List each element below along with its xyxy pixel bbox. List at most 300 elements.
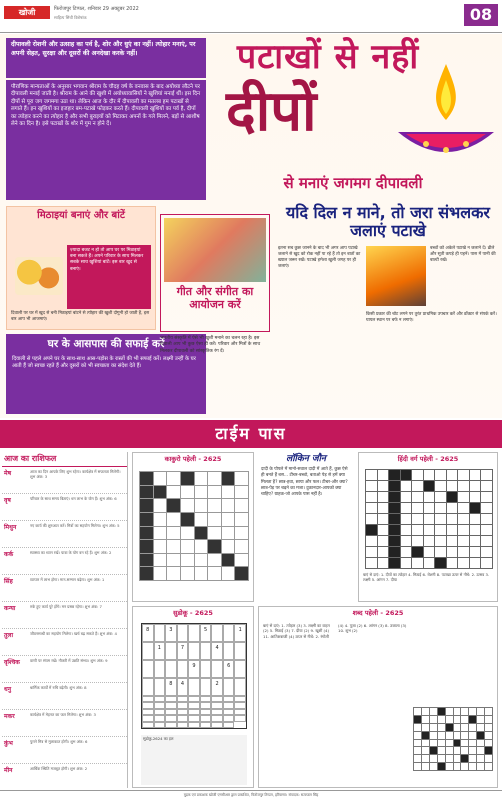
- grid-cell: [378, 503, 389, 513]
- grid-cell: [378, 514, 389, 524]
- grid-cell: [167, 513, 180, 526]
- grid-cell: [222, 540, 235, 553]
- grid-cell: [401, 558, 412, 568]
- sudoku-title: सुडोकू - 2625: [173, 609, 213, 617]
- horoscope-item: [2, 710, 127, 737]
- grid-cell: [222, 499, 235, 512]
- grid-cell: [424, 525, 435, 535]
- sudoku-solution: सुडोकू-2624 का हल: [141, 735, 247, 785]
- jokes-column: [258, 452, 354, 602]
- grid-cell: [195, 486, 208, 499]
- grid-cell: [181, 540, 194, 553]
- grid-cell: [447, 558, 458, 568]
- grid-cell: [435, 558, 446, 568]
- grid-cell: [154, 540, 167, 553]
- imprint-footer: मुद्रक एवं प्रकाशक खोजी एनसीआर द्वारा प्रकाशित, फिरोजपुर टिप्पल, हरियाणा। संपादक: सत्यपाल सिंह: [0, 790, 502, 800]
- grid-cell: [401, 492, 412, 502]
- grid-cell: [424, 492, 435, 502]
- grid-cell: [454, 747, 461, 754]
- grid-cell: [454, 740, 461, 747]
- grid-cell: [222, 527, 235, 540]
- grid-cell: [485, 716, 492, 723]
- grid-cell: [435, 481, 446, 491]
- grid-cell: [167, 486, 180, 499]
- sudoku-cell: [177, 660, 189, 678]
- sudoku-cell: 8: [165, 678, 177, 696]
- grid-cell: [461, 724, 468, 731]
- sudoku-cell: [188, 678, 200, 696]
- dateline: फिरोजपुर टिप्पल, शनिवार 29 अक्टूबर 2022: [54, 6, 139, 12]
- grid-cell: [235, 554, 248, 567]
- grid-cell: [235, 540, 248, 553]
- grid-cell: [422, 732, 429, 739]
- grid-cell: [470, 547, 481, 557]
- grid-cell: [366, 481, 377, 491]
- sudoku-cell: 1: [154, 642, 166, 660]
- grid-cell: [401, 536, 412, 546]
- grid-cell: [485, 763, 492, 770]
- grid-cell: [154, 527, 167, 540]
- grid-cell: [195, 499, 208, 512]
- grid-cell: [485, 755, 492, 762]
- grid-cell: [430, 716, 437, 723]
- grid-cell: [447, 547, 458, 557]
- horoscope-list: [2, 467, 127, 791]
- grid-cell: [389, 536, 400, 546]
- sudoku-cell: [234, 660, 246, 678]
- grid-cell: [446, 740, 453, 747]
- grid-cell: [454, 716, 461, 723]
- crossword-grid: [365, 469, 493, 569]
- grid-cell: [458, 536, 469, 546]
- grid-cell: [366, 536, 377, 546]
- grid-cell: [167, 554, 180, 567]
- grid-cell: [412, 514, 423, 524]
- grid-cell: [438, 732, 445, 739]
- grid-cell: [435, 492, 446, 502]
- grid-cell: [438, 763, 445, 770]
- horoscope-item: [2, 656, 127, 683]
- grid-cell: [485, 740, 492, 747]
- horoscope-sign: मिथुन: [4, 524, 17, 531]
- horoscope-item: [2, 764, 127, 791]
- grid-cell: [208, 499, 221, 512]
- grid-cell: [469, 708, 476, 715]
- sudoku-grid: [141, 623, 247, 729]
- grid-cell: [438, 755, 445, 762]
- grid-cell: [461, 747, 468, 754]
- section-banner: टाईम पास: [0, 420, 502, 448]
- horoscope-sign: मेष: [4, 470, 12, 477]
- mithai-title: मिठाइयां बनाएं और बांटें: [37, 210, 125, 221]
- sudoku-cell: [142, 642, 154, 660]
- horoscope-text: आर्थिक स्थिति मजबूत होगी। शुभ अंक: 2: [30, 766, 88, 771]
- word-puzzle-clues: बाएं से दाएं: 1. त्योहार (3) 3. लक्ष्मी का वाहन (2) 5. मिठाई (3) 7. दीया (2) 9. खुशी (4) 11. आतिशबाजी (4) ऊपर से नीचे: 2. रंगोली (4) 4. पूजा (2) 6. आंगन (3) 8. उजाला (3) 10. शुभ (2): [263, 623, 407, 639]
- jokes-text: दादी के पोपले में मानो-सवाल दादी में आते हैं, कुछ ऐसे ही बनते हैं बस... टीचर-बच्चो, बताओ पेड़ से हमें क्या मिलता है? छात्र-हवा, छाया और फल। टीचर-और क्या? छात्र-पेड़ पर चढ़ने का मजा। दुकानदार-आपको क्या चाहिए? ग्राहक-जो आपके पास नहीं है।: [261, 467, 348, 497]
- grid-cell: [208, 554, 221, 567]
- grid-cell: [438, 724, 445, 731]
- sudoku-cell: 9: [188, 660, 200, 678]
- grid-cell: [458, 514, 469, 524]
- grid-cell: [454, 763, 461, 770]
- grid-cell: [469, 755, 476, 762]
- cleaning-title: घर के आसपास की सफाई करें: [47, 338, 165, 350]
- grid-cell: [412, 492, 423, 502]
- grid-cell: [424, 536, 435, 546]
- horoscope-title: आज का राशिफल: [2, 452, 127, 467]
- grid-cell: [208, 472, 221, 485]
- sudoku-cell: [188, 722, 200, 728]
- grid-cell: [167, 499, 180, 512]
- grid-cell: [378, 525, 389, 535]
- grid-cell: [412, 525, 423, 535]
- grid-cell: [414, 747, 421, 754]
- sudoku-cell: [154, 624, 166, 642]
- grid-cell: [235, 472, 248, 485]
- sudoku-cell: [223, 624, 235, 642]
- grid-cell: [430, 747, 437, 754]
- grid-cell: [140, 567, 153, 580]
- sudoku-cell: [142, 678, 154, 696]
- cleaning-text: दिवाली से पहले अपने घर के साथ-साथ आस-पड़ोस के रास्तों की भी सफाई करें। लक्ष्मी उन्हीं के घर आती हैं जो स्वच्छ रहते हैं और दूसरों को भी स्वच्छता का संदेश देते हैं।: [12, 356, 196, 370]
- grid-cell: [470, 481, 481, 491]
- grid-cell: [401, 547, 412, 557]
- grid-cell: [481, 558, 492, 568]
- grid-cell: [477, 724, 484, 731]
- grid-cell: [481, 547, 492, 557]
- grid-cell: [446, 732, 453, 739]
- horoscope-item: [2, 548, 127, 575]
- horoscope-text: कार्यक्षेत्र में मेहनत का फल मिलेगा। शुभ अंक: 3: [30, 712, 96, 717]
- grid-cell: [470, 558, 481, 568]
- grid-cell: [477, 763, 484, 770]
- sudoku-cell: [234, 678, 246, 696]
- grid-cell: [461, 755, 468, 762]
- jokes-title: लॉकिन जौन: [286, 454, 326, 464]
- grid-cell: [378, 547, 389, 557]
- grid-cell: [414, 763, 421, 770]
- sudoku-cell: 3: [165, 624, 177, 642]
- mithai-text: ज़्यादा बजट न हो तो आप घर पर मिठाइयां बना सकते हैं। अपने परिवार के साथ मिलकर सबके साथ खुशियां बांटें। इस बार खुद से बनाएं।: [67, 245, 151, 309]
- grid-cell: [430, 708, 437, 715]
- grid-cell: [422, 740, 429, 747]
- grid-cell: [469, 732, 476, 739]
- sudoku-cell: [154, 660, 166, 678]
- grid-cell: [181, 486, 194, 499]
- horoscope-sign: कुंभ: [4, 740, 13, 747]
- grid-cell: [366, 514, 377, 524]
- grid-cell: [435, 547, 446, 557]
- grid-cell: [430, 763, 437, 770]
- grid-cell: [208, 513, 221, 526]
- horoscope-sign: धनु: [4, 686, 12, 693]
- grid-cell: [461, 716, 468, 723]
- grid-cell: [430, 755, 437, 762]
- grid-cell: [401, 503, 412, 513]
- grid-cell: [477, 732, 484, 739]
- sudoku-cell: 4: [211, 642, 223, 660]
- horoscope-sign: मीन: [4, 767, 13, 774]
- kakuro-puzzle: [132, 452, 254, 602]
- grid-cell: [470, 536, 481, 546]
- grid-cell: [446, 755, 453, 762]
- grid-cell: [458, 547, 469, 557]
- grid-cell: [401, 470, 412, 480]
- grid-cell: [461, 708, 468, 715]
- horoscope-column: [2, 452, 128, 788]
- sudoku-cell: 5: [200, 624, 212, 642]
- grid-cell: [446, 763, 453, 770]
- horoscope-text: नए कार्य की शुरुआत करें। मित्रों का सहयोग मिलेगा। शुभ अंक: 5: [30, 523, 120, 528]
- grid-cell: [154, 486, 167, 499]
- grid-cell: [154, 499, 167, 512]
- grid-cell: [167, 527, 180, 540]
- grid-cell: [422, 763, 429, 770]
- sudoku-cell: 2: [211, 678, 223, 696]
- grid-cell: [389, 547, 400, 557]
- grid-cell: [140, 486, 153, 499]
- grid-cell: [235, 499, 248, 512]
- safety-column-2: बच्चों को अकेले पटाखे न जलाने दें। ढीले और सूती कपड़े ही पहनें। पास में पानी की बाल्टी रखें।: [430, 246, 496, 264]
- grid-cell: [366, 492, 377, 502]
- horoscope-text: आज का दिन आपके लिए शुभ रहेगा। कार्यक्षेत्र में सफलता मिलेगी। शुभ अंक: 3: [30, 469, 121, 480]
- grid-cell: [470, 503, 481, 513]
- crossword-puzzle: [358, 452, 498, 602]
- grid-cell: [422, 724, 429, 731]
- grid-cell: [447, 503, 458, 513]
- grid-cell: [481, 492, 492, 502]
- grid-cell: [208, 567, 221, 580]
- masthead: [0, 0, 502, 33]
- grid-cell: [389, 503, 400, 513]
- grid-cell: [424, 514, 435, 524]
- grid-cell: [422, 708, 429, 715]
- crossword-title: हिंदी वर्ग पहेली - 2625: [397, 455, 459, 463]
- grid-cell: [366, 470, 377, 480]
- grid-cell: [389, 481, 400, 491]
- grid-cell: [454, 732, 461, 739]
- grid-cell: [458, 503, 469, 513]
- grid-cell: [167, 540, 180, 553]
- grid-cell: [154, 513, 167, 526]
- sudoku-cell: [154, 678, 166, 696]
- grid-cell: [469, 740, 476, 747]
- grid-cell: [208, 540, 221, 553]
- grid-cell: [470, 525, 481, 535]
- horoscope-text: वाणी पर संयम रखें। नौकरी में उन्नति संभव। शुभ अंक: 9: [30, 658, 108, 663]
- grid-cell: [195, 567, 208, 580]
- grid-cell: [140, 499, 153, 512]
- grid-cell: [140, 513, 153, 526]
- horoscope-item: [2, 575, 127, 602]
- sudoku-cell: [165, 660, 177, 678]
- sudoku-cell: [234, 642, 246, 660]
- music-text: भारतीय संस्कृति में ऐसे भी खुशी मनाने का चलन रहा है। इस दिवाली आप भी कुछ ऐसा ही करें। परिवार और मित्रों के साथ मिलकर दीपावली को सांस्कृतिक रंग दें।: [160, 336, 261, 354]
- sudoku-cell: [223, 642, 235, 660]
- grid-cell: [454, 755, 461, 762]
- grid-cell: [389, 492, 400, 502]
- safety-headline: यदि दिल न माने, तो जरा संभलकर जलाएं पटाखे: [286, 203, 490, 241]
- grid-cell: [195, 527, 208, 540]
- grid-cell: [447, 536, 458, 546]
- grid-cell: [414, 724, 421, 731]
- sudoku-cell: [223, 678, 235, 696]
- music-photo: [164, 218, 266, 282]
- grid-cell: [424, 470, 435, 480]
- grid-cell: [458, 492, 469, 502]
- horoscope-text: परिवार के साथ समय बिताएं। धन लाभ के योग हैं। शुभ अंक: 6: [30, 496, 117, 501]
- grid-cell: [181, 499, 194, 512]
- diya-icon: [390, 54, 502, 174]
- grid-cell: [424, 547, 435, 557]
- grid-cell: [378, 558, 389, 568]
- grid-cell: [469, 724, 476, 731]
- horoscope-text: धार्मिक कार्यों में रुचि बढ़ेगी। शुभ अंक: 8: [30, 685, 87, 690]
- sudoku-cell: [211, 722, 223, 728]
- grid-cell: [412, 481, 423, 491]
- grid-cell: [477, 747, 484, 754]
- grid-cell: [235, 486, 248, 499]
- grid-cell: [422, 755, 429, 762]
- sudoku-cell: [211, 660, 223, 678]
- horoscope-sign: कर्क: [4, 551, 14, 558]
- grid-cell: [235, 567, 248, 580]
- mithai-caption: दिवाली पर घर में खुद से बनी मिठाइयां बांटने से त्योहार की खुशी दोगुनी हो जाती है, इस बार आप भी आजमाएं।: [11, 311, 150, 322]
- grid-cell: [424, 503, 435, 513]
- grid-cell: [414, 740, 421, 747]
- grid-cell: [469, 763, 476, 770]
- grid-cell: [470, 470, 481, 480]
- horoscope-item: [2, 467, 127, 494]
- grid-cell: [378, 470, 389, 480]
- grid-cell: [469, 747, 476, 754]
- headline-line-3: से मनाएं जगमग दीपावली: [283, 174, 423, 192]
- word-puzzle-grid: [413, 707, 493, 771]
- grid-cell: [447, 481, 458, 491]
- sudoku-cell: [200, 678, 212, 696]
- grid-cell: [438, 747, 445, 754]
- grid-cell: [461, 763, 468, 770]
- firecracker-photo: [366, 246, 426, 306]
- intro-box: दीपावली रोशनी और उत्साह का पर्व है, शोर और धुएं का नहीं। त्योहार मनाएं, पर अपनी सेहत, सुरक्षा और दूसरों की अनदेखा करके नहीं।: [6, 38, 206, 78]
- grid-cell: [447, 492, 458, 502]
- grid-cell: [378, 492, 389, 502]
- grid-cell: [195, 554, 208, 567]
- edition-label: साहित्य सिंधी विशेषांक: [54, 15, 87, 20]
- sudoku-cell: [200, 660, 212, 678]
- grid-cell: [181, 554, 194, 567]
- grid-cell: [366, 558, 377, 568]
- horoscope-item: [2, 629, 127, 656]
- grid-cell: [235, 527, 248, 540]
- sudoku-cell: 1: [234, 624, 246, 642]
- grid-cell: [401, 514, 412, 524]
- grid-cell: [414, 755, 421, 762]
- sudoku-cell: [223, 722, 235, 728]
- sudoku-cell: [200, 722, 212, 728]
- page-number: 08: [464, 4, 498, 26]
- grid-cell: [222, 554, 235, 567]
- grid-cell: [485, 724, 492, 731]
- grid-cell: [454, 708, 461, 715]
- grid-cell: [222, 486, 235, 499]
- grid-cell: [222, 513, 235, 526]
- grid-cell: [446, 747, 453, 754]
- kakuro-title: काकुरो पहेली - 2625: [164, 455, 222, 463]
- grid-cell: [481, 503, 492, 513]
- grid-cell: [447, 514, 458, 524]
- grid-cell: [140, 527, 153, 540]
- grid-cell: [389, 470, 400, 480]
- grid-cell: [435, 525, 446, 535]
- horoscope-text: स्वास्थ्य का ध्यान रखें। यात्रा के योग बन रहे हैं। शुभ अंक: 2: [30, 550, 112, 555]
- sudoku-cell: [177, 722, 189, 728]
- sudoku-cell: [211, 624, 223, 642]
- grid-cell: [140, 554, 153, 567]
- horoscope-text: रुके हुए कार्य पूरे होंगे। मन प्रसन्न रहेगा। शुभ अंक: 7: [30, 604, 102, 609]
- main-article: पौराणिक मान्यताओं के अनुसार भगवान श्रीराम के चौदह वर्ष के वनवास के बाद अयोध्या लौटने पर दीपावली मनाई जाती है। श्रीराम के आने की खुशी में अयोध्यावासियों ने खुशियां मनाई थीं। इस दिन दीपों से पूरा जग जगमगा उठा था। लेकिन आज के दौर में दीपावली का मतलब हम पटाखों से लगाते हैं। इन खुशियों का इजहार बम-पटाखे फोड़कर करते हैं। दीपावली खुशियों का पर्व है, दीपों का त्योहार करने का त्योहार है और सभी बुराइयों को मिटाकर अपनों के गले मिलने, बड़ों से आशीष लेने का दिन है। इसे पटाखों के शोर में गुम न होने दें।: [6, 80, 206, 200]
- headline-line-2: दीपों: [226, 79, 317, 144]
- horoscope-sign: कन्या: [4, 605, 16, 612]
- headline-line-1: पटाखों से नहीं: [236, 37, 420, 77]
- mithai-box: [6, 206, 156, 330]
- crossword-clues: बाएं से दाएं: 1. दीपों का त्योहार 4. मिठाई 6. रोशनी 8. पटाखा ऊपर से नीचे: 2. उत्सव 3. लक्ष्मी 5. आंगन 7. दीया: [363, 572, 490, 582]
- grid-cell: [485, 747, 492, 754]
- grid-cell: [435, 536, 446, 546]
- grid-cell: [447, 525, 458, 535]
- sudoku-cell: [142, 660, 154, 678]
- grid-cell: [424, 481, 435, 491]
- safety-column-1: इतना सब कुछ जानने के बाद भी अगर आप पटाखे जलाने से खुद को रोक नहीं पा रहे हैं तो इन बातों का ख्याल जरूर रखें। पटाखे हमेशा खुली जगह पर ही जलाएं।: [278, 246, 361, 270]
- grid-cell: [446, 708, 453, 715]
- grid-cell: [438, 708, 445, 715]
- sudoku-cell: 6: [223, 660, 235, 678]
- grid-cell: [222, 472, 235, 485]
- grid-cell: [181, 527, 194, 540]
- grid-cell: [470, 492, 481, 502]
- grid-cell: [181, 472, 194, 485]
- grid-cell: [412, 547, 423, 557]
- grid-cell: [414, 716, 421, 723]
- grid-cell: [481, 525, 492, 535]
- sudoku-cell: [200, 642, 212, 660]
- grid-cell: [366, 503, 377, 513]
- grid-cell: [446, 724, 453, 731]
- horoscope-item: [2, 737, 127, 764]
- grid-cell: [389, 525, 400, 535]
- horoscope-text: व्यापार में लाभ होगा। मान-सम्मान बढ़ेगा। शुभ अंक: 1: [30, 577, 105, 582]
- grid-cell: [412, 536, 423, 546]
- grid-cell: [195, 472, 208, 485]
- grid-cell: [469, 716, 476, 723]
- sudoku-cell: 8: [142, 624, 154, 642]
- grid-cell: [389, 558, 400, 568]
- grid-cell: [181, 567, 194, 580]
- grid-cell: [477, 716, 484, 723]
- grid-cell: [195, 540, 208, 553]
- grid-cell: [481, 536, 492, 546]
- grid-cell: [481, 514, 492, 524]
- grid-cell: [435, 503, 446, 513]
- grid-cell: [422, 747, 429, 754]
- horoscope-sign: वृश्चिक: [4, 659, 20, 666]
- sudoku-cell: 7: [177, 642, 189, 660]
- grid-cell: [447, 470, 458, 480]
- horoscope-item: [2, 602, 127, 629]
- newspaper-logo: खोजी एनसीआर: [4, 6, 50, 19]
- grid-cell: [401, 481, 412, 491]
- sudoku-cell: [154, 722, 166, 728]
